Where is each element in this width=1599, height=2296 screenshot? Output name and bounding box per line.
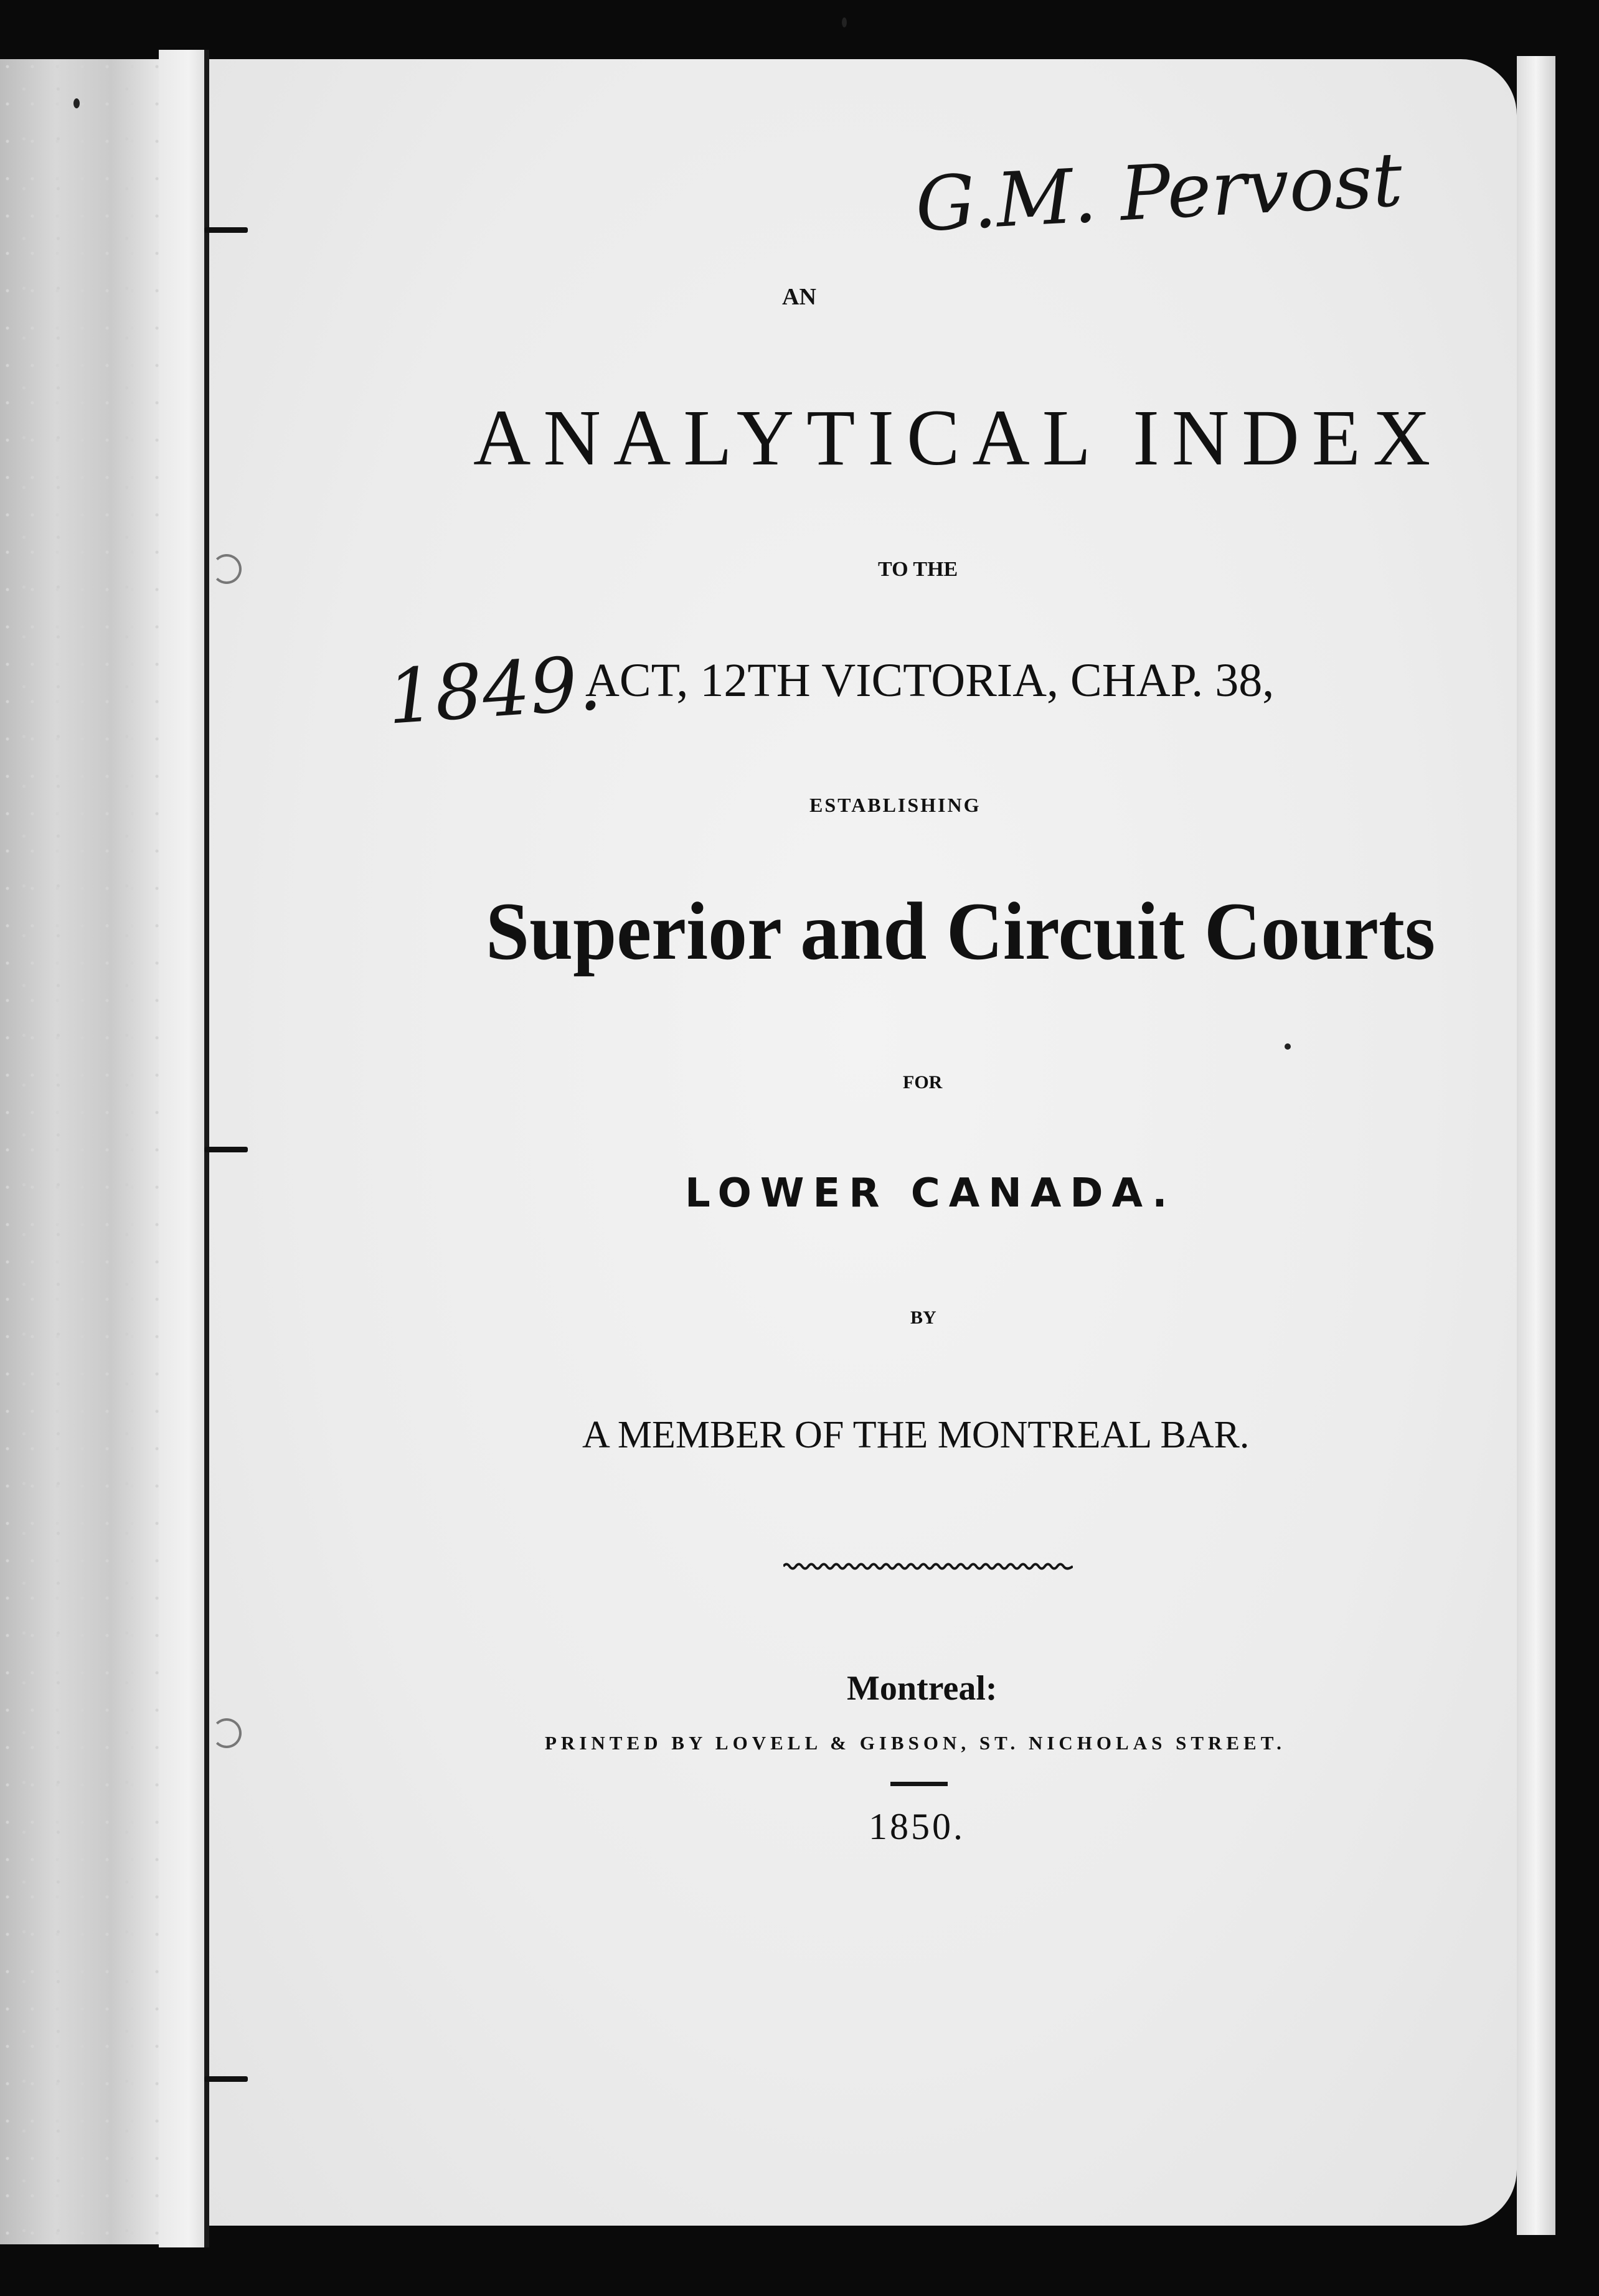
page-right-edge — [1517, 56, 1555, 2235]
binding-thread-loop — [212, 1718, 242, 1748]
printer-imprint: PRINTED BY LOVELL & GIBSON, ST. NICHOLAS STREET. — [545, 1732, 1286, 1754]
to-the-line: TO THE — [878, 558, 958, 581]
establishing-line: ESTABLISHING — [809, 794, 981, 816]
publication-year: 1850. — [869, 1806, 965, 1847]
title-page — [209, 59, 1517, 2226]
ink-speck — [73, 98, 80, 108]
act-citation: ACT, 12TH VICTORIA, CHAP. 38, — [585, 654, 1275, 707]
author-line: A MEMBER OF THE MONTREAL BAR. — [582, 1414, 1250, 1456]
handwritten-year: 1849. — [384, 640, 604, 741]
ink-speck — [842, 17, 847, 27]
page-gutter — [159, 50, 209, 2247]
wavy-separator-rule — [783, 1560, 1073, 1573]
title-article: AN — [782, 284, 816, 310]
binding-thread-loop — [212, 554, 242, 584]
by-line: BY — [910, 1307, 936, 1328]
city-imprint: Montreal: — [847, 1669, 998, 1708]
ink-speck — [1285, 1043, 1291, 1050]
binding-stitch — [204, 2076, 248, 2082]
place-name: LOWER CANADA. — [685, 1170, 1176, 1216]
binding-stitch — [204, 1147, 248, 1152]
handwritten-signature: G.M. Pervost — [913, 136, 1405, 249]
book-cover-edge — [0, 59, 159, 2244]
for-line: FOR — [903, 1072, 943, 1093]
binding-stitch — [204, 227, 248, 233]
short-separator-rule — [890, 1782, 948, 1786]
main-title: ANALYTICAL INDEX — [473, 393, 1443, 482]
courts-heading: Superior and Circuit Courts — [486, 886, 1435, 977]
